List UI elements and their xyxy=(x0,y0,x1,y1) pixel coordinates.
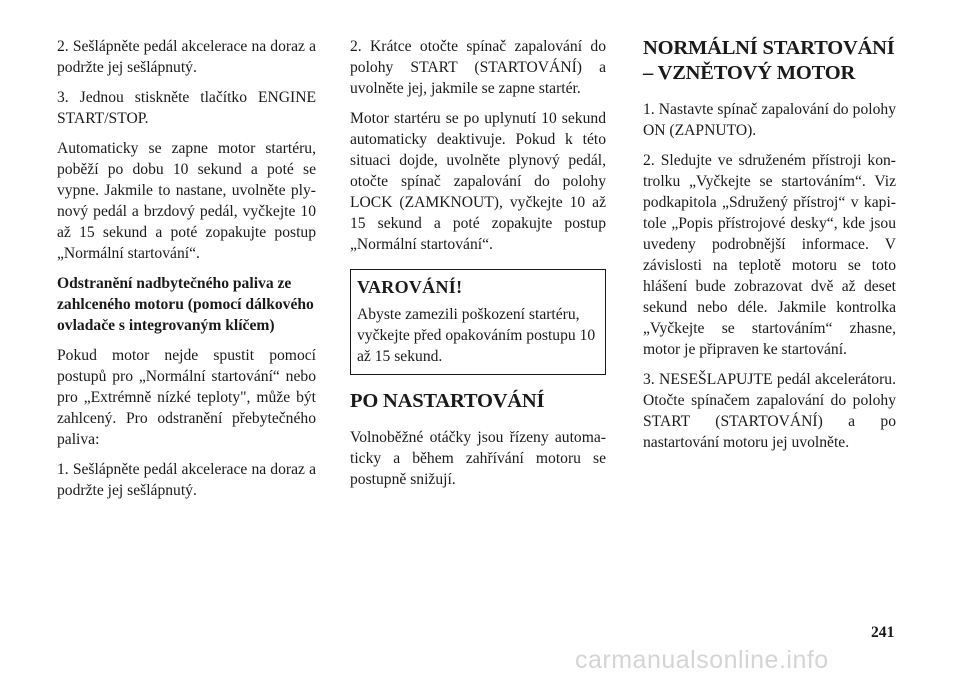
flooded-engine-paragraph: Pokud motor nejde spustit pomocí postupů pro „Normální startování“ nebo pro „Extrémně nízké teploty", může být zahlcený. Pro odstranění přebytečného paliva: xyxy=(57,347,316,448)
flooded-engine-subheading: Odstranění nadbytečného paliva ze zahlceného motoru (pomocí dálkového ovladače s integrovaným klíčem) xyxy=(57,275,314,334)
diesel-start-heading xyxy=(643,36,896,86)
after-start-heading: PO NASTARTOVÁNÍ xyxy=(350,390,545,412)
flooded-step-1-paragraph: 1. Sešlápněte pedál akcelerace na doraz a podržte jej sešlápnutý. xyxy=(57,461,316,499)
page-number: 241 xyxy=(871,624,895,641)
warning-title: VAROVÁNÍ! xyxy=(357,277,463,297)
column-right xyxy=(643,36,896,462)
diesel-step-2-paragraph: 2. Sledujte ve sdruženém přístroji kontrolku „Vyčkejte se startováním“. Viz podkapitola „Sdružený přístroj“ v kapitole „Popis přístrojové desky“, kde jsou uvedeny podrobnější informace. V závislosti na teplotě motoru se toto hlášení bude zobrazovat dvě až deset sekund nebo déle. Jakmile kontrolka „Vyčkejte se startováním“ zhasne, motor je připraven ke startování. xyxy=(643,152,896,358)
starter-deactivation-paragraph: Motor startéru se po uplynutí 10 sekund automaticky deaktivuje. Pokud k této situaci dojde, uvolněte plynový pedál, otočte spínač zapalování do polohy LOCK (ZAMKNOUT), vyčkejte 10 až 15 sekund a poté zopakujte postup „Normální startování“. xyxy=(350,110,606,253)
idle-speed-paragraph: Volnoběžné otáčky jsou řízeny automaticky a během zahřívání motoru se postupně snižují. xyxy=(350,429,606,488)
column-left xyxy=(57,36,316,510)
column-middle xyxy=(350,36,606,499)
diesel-step-3-paragraph: 3. NESEŠLAPUJTE pedál akcelerátoru. Otočte spínačem zapalování do polohy START (STARTOVÁNÍ) a po nastartování motoru jej uvolněte. xyxy=(643,371,896,451)
step-2-paragraph: 2. Sešlápněte pedál akcelerace na doraz a podržte jej sešlápnutý. xyxy=(57,38,316,76)
warning-box xyxy=(350,269,606,375)
step-3-paragraph: 3. Jednou stiskněte tlačítko ENGINE START/STOP. xyxy=(57,89,316,127)
diesel-start-heading-line1: NORMÁLNÍ STARTOVÁNÍ xyxy=(643,37,895,59)
starter-info-paragraph: Automaticky se zapne motor startéru, poběží po dobu 10 sekund a poté se vypne. Jakmile to nastane, uvolněte plynový pedál a brzdový pedál, vyčkejte 10 až 15 sekund a poté zopakujte postup „Normální startování“. xyxy=(57,140,316,262)
flooded-step-2-paragraph: 2. Krátce otočte spínač zapalování do polohy START (STARTOVÁNÍ) a uvolněte jej, jakmile se zapne startér. xyxy=(350,38,606,97)
diesel-start-heading-line2: – VZNĚTOVÝ MOTOR xyxy=(643,62,856,84)
diesel-step-1-paragraph: 1. Nastavte spínač zapalování do polohy ON (ZAPNUTO). xyxy=(643,101,896,139)
warning-text: Abyste zamezili poškození startéru, vyčkejte před opakováním postupu 10 až 15 sekund. xyxy=(357,306,596,365)
watermark-text: carmanualsonline.info xyxy=(575,646,829,674)
